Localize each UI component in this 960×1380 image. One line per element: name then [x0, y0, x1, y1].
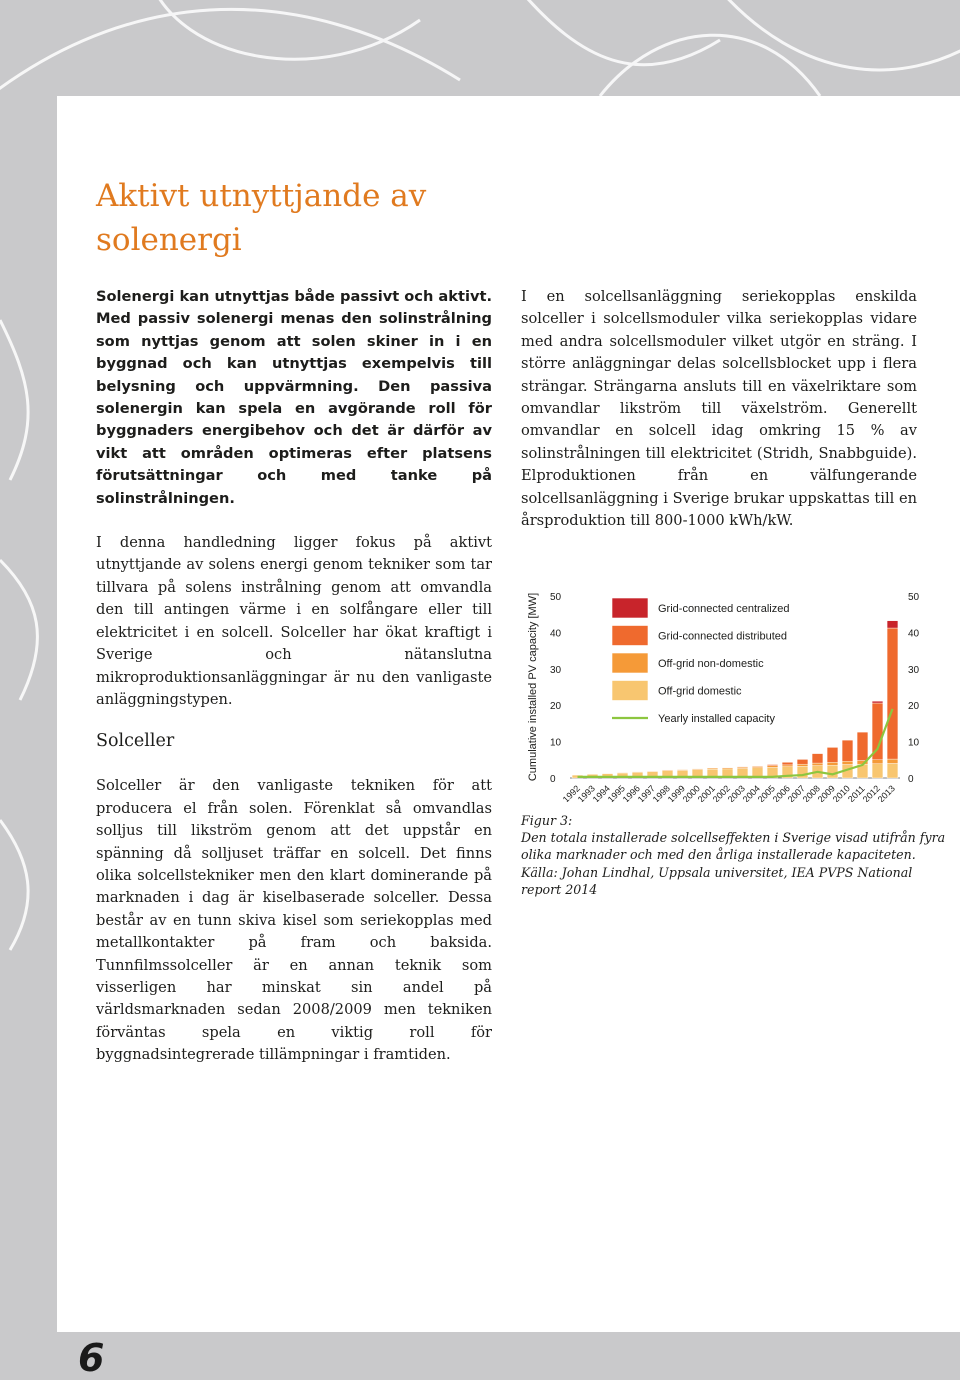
- body-paragraph-system: I en solcellsanläggning seriekopplas enskilda solceller i solcellsmoduler vilka seriekopplas vidare med andra solcellsmoduler vilket utgör en sträng. I större anläggningar delas solcellsblocket upp i flera strängar. Strängarna ansluts till en växelriktare som omvandlar likström till växelström. Generellt omvandlar en solcell idag omkring 15 % av solinstrålningen till elektricitet (Stridh, Snabbguide). Elproduktionen från en välfungerande solcellsanläggning i Sverige brukar uppskattas till en årsproduktion till 800-1000 kWh/kW.: [521, 288, 917, 530]
- x-tick-label: 1997: [635, 783, 657, 802]
- page-number: 6: [78, 1336, 105, 1380]
- x-tick-label: 2008: [800, 783, 822, 802]
- x-tick-label: 2004: [740, 783, 762, 802]
- bar-segment: [872, 764, 883, 778]
- x-tick-label: 2007: [785, 783, 807, 802]
- bar-segment: [632, 772, 643, 773]
- legend-label: Grid-connected distributed: [658, 630, 788, 643]
- section-heading-solceller: Solceller: [96, 731, 175, 752]
- left-column: [96, 286, 492, 1085]
- bar-segment: [872, 701, 883, 703]
- page-title: Aktivt utnyttjande av solenergi: [96, 178, 427, 258]
- bar-segment: [812, 763, 823, 766]
- right-column: [521, 286, 917, 550]
- figure-caption: [521, 812, 946, 898]
- figure-caption-text: Den totala installerade solcellseffekten i Sverige visad utifrån fyra olika marknader och med den årliga installerade kapaciteten. Källa: Johan Lindhal, Uppsala universitet, IEA PVPS National report 2014: [521, 830, 946, 897]
- bar-segment: [872, 760, 883, 764]
- y-tick-label-left: 50: [550, 592, 562, 603]
- y-axis-label: Cumulative installed PV capacity [MW]: [527, 592, 539, 782]
- legend-swatch: [612, 598, 648, 618]
- y-tick-label-left: 40: [550, 628, 562, 640]
- bar-segment: [617, 773, 628, 774]
- x-tick-label: 1995: [605, 783, 627, 802]
- bar-segment: [857, 732, 868, 760]
- y-tick-label-left: 20: [550, 701, 562, 713]
- x-tick-label: 1993: [575, 783, 597, 802]
- bar-segment: [842, 761, 853, 764]
- y-tick-label-left: 30: [550, 664, 562, 676]
- y-tick-label-right: 10: [908, 737, 920, 749]
- x-tick-label: 2011: [845, 783, 867, 802]
- x-tick-label: 2001: [695, 783, 717, 802]
- bar-segment: [662, 770, 673, 771]
- legend-label: Off-grid domestic: [658, 685, 742, 698]
- y-tick-label-right: 20: [908, 701, 920, 713]
- bar-segment: [782, 765, 793, 767]
- bar-segment: [887, 763, 898, 778]
- bar-segment: [827, 762, 838, 765]
- legend-swatch: [612, 626, 648, 646]
- y-tick-label-right: 30: [908, 664, 920, 676]
- body-paragraph-solceller: Solceller är den vanligaste tekniken för att producera el från solen. Förenklat så omvandlas solljus till likström genom att det uppstår en spänning då solljuset träffar en solcell. Det finns olika solcellstekniker men den klart dominerande på marknaden i dag är kiselbaserade solceller. Dessa består av en tunn skiva kisel som seriekopplas med metallkontakter på fram och baksida. Tunnfilmssolceller är en annan teknik som visserligen har minskat sin andel på världsmarknaden sedan 2008/2009 men tekniken förväntas spela en viktig roll för byggnadsintegrerade tillämpningar i framtiden.: [96, 777, 492, 1064]
- x-tick-label: 2000: [680, 783, 702, 802]
- legend-label: Off-grid non-domestic: [658, 658, 764, 670]
- x-tick-label: 1999: [665, 783, 687, 802]
- legend-swatch: [612, 653, 648, 673]
- legend-swatch: [612, 681, 648, 701]
- chart-svg: [522, 582, 940, 802]
- x-tick-label: 2002: [710, 783, 732, 802]
- bar-segment: [722, 768, 733, 769]
- x-tick-label: 1998: [650, 783, 672, 802]
- figure-label: Figur 3:: [521, 813, 573, 828]
- legend-label: Grid-connected centralized: [658, 603, 790, 615]
- legend-label: Yearly installed capacity: [658, 713, 775, 725]
- bar-segment: [887, 628, 898, 759]
- lead-paragraph: Solenergi kan utnyttjas både passivt och aktivt. Med passiv solenergi menas den solinstrålning som nyttjas genom att solen skiner in i en byggnad och kan utnyttjas exempelvis till belysning och uppvärmning. Den passiva solenergin kan spela en avgörande roll för byggnaders energibehov och det är därför av vikt att områden optimeras efter platsens förutsättningar och med tanke på solinstrålningen.: [96, 288, 492, 507]
- bar-segment: [707, 768, 718, 769]
- bar-segment: [737, 767, 748, 768]
- bar-segment: [812, 754, 823, 763]
- body-paragraph-focus: I denna handledning ligger fokus på aktivt utnyttjande av solens energi genom tekniker som tar tillvara på solens instrålning genom att omvandla den till antingen värme i en solfångare eller till elektricitet i en solcell. Solceller har ökat kraftigt i Sverige och nätanslutna mikroproduktionsanläggningar är nu den vanligaste anläggningstypen.: [96, 534, 492, 708]
- x-tick-label: 1992: [560, 783, 582, 802]
- bar-segment: [677, 770, 688, 771]
- x-tick-label: 2012: [860, 783, 882, 802]
- bar-segment: [647, 771, 658, 772]
- x-tick-label: 2005: [755, 783, 777, 802]
- bar-segment: [767, 765, 778, 766]
- bar-segment: [872, 703, 883, 760]
- x-tick-label: 1996: [620, 783, 642, 802]
- bar-segment: [752, 766, 763, 767]
- bar-segment: [797, 764, 808, 766]
- bar-segment: [842, 740, 853, 761]
- bar-segment: [887, 621, 898, 628]
- bar-segment: [827, 765, 838, 778]
- x-tick-label: 1994: [590, 783, 612, 802]
- bar-segment: [887, 759, 898, 763]
- bar-segment: [767, 766, 778, 768]
- x-tick-label: 2010: [830, 783, 852, 802]
- x-tick-label: 2013: [875, 783, 897, 802]
- y-tick-label-left: 0: [550, 774, 556, 785]
- y-tick-label-right: 50: [908, 592, 920, 603]
- bar-segment: [797, 759, 808, 764]
- y-tick-label-right: 0: [908, 774, 914, 785]
- y-tick-label-left: 10: [550, 737, 562, 749]
- x-tick-label: 2003: [725, 783, 747, 802]
- pv-capacity-chart: [522, 582, 940, 802]
- x-tick-label: 2009: [815, 783, 837, 802]
- x-tick-label: 2006: [770, 783, 792, 802]
- bar-segment: [692, 769, 703, 770]
- bar-segment: [782, 762, 793, 765]
- y-tick-label-right: 40: [908, 628, 920, 640]
- bar-segment: [827, 747, 838, 762]
